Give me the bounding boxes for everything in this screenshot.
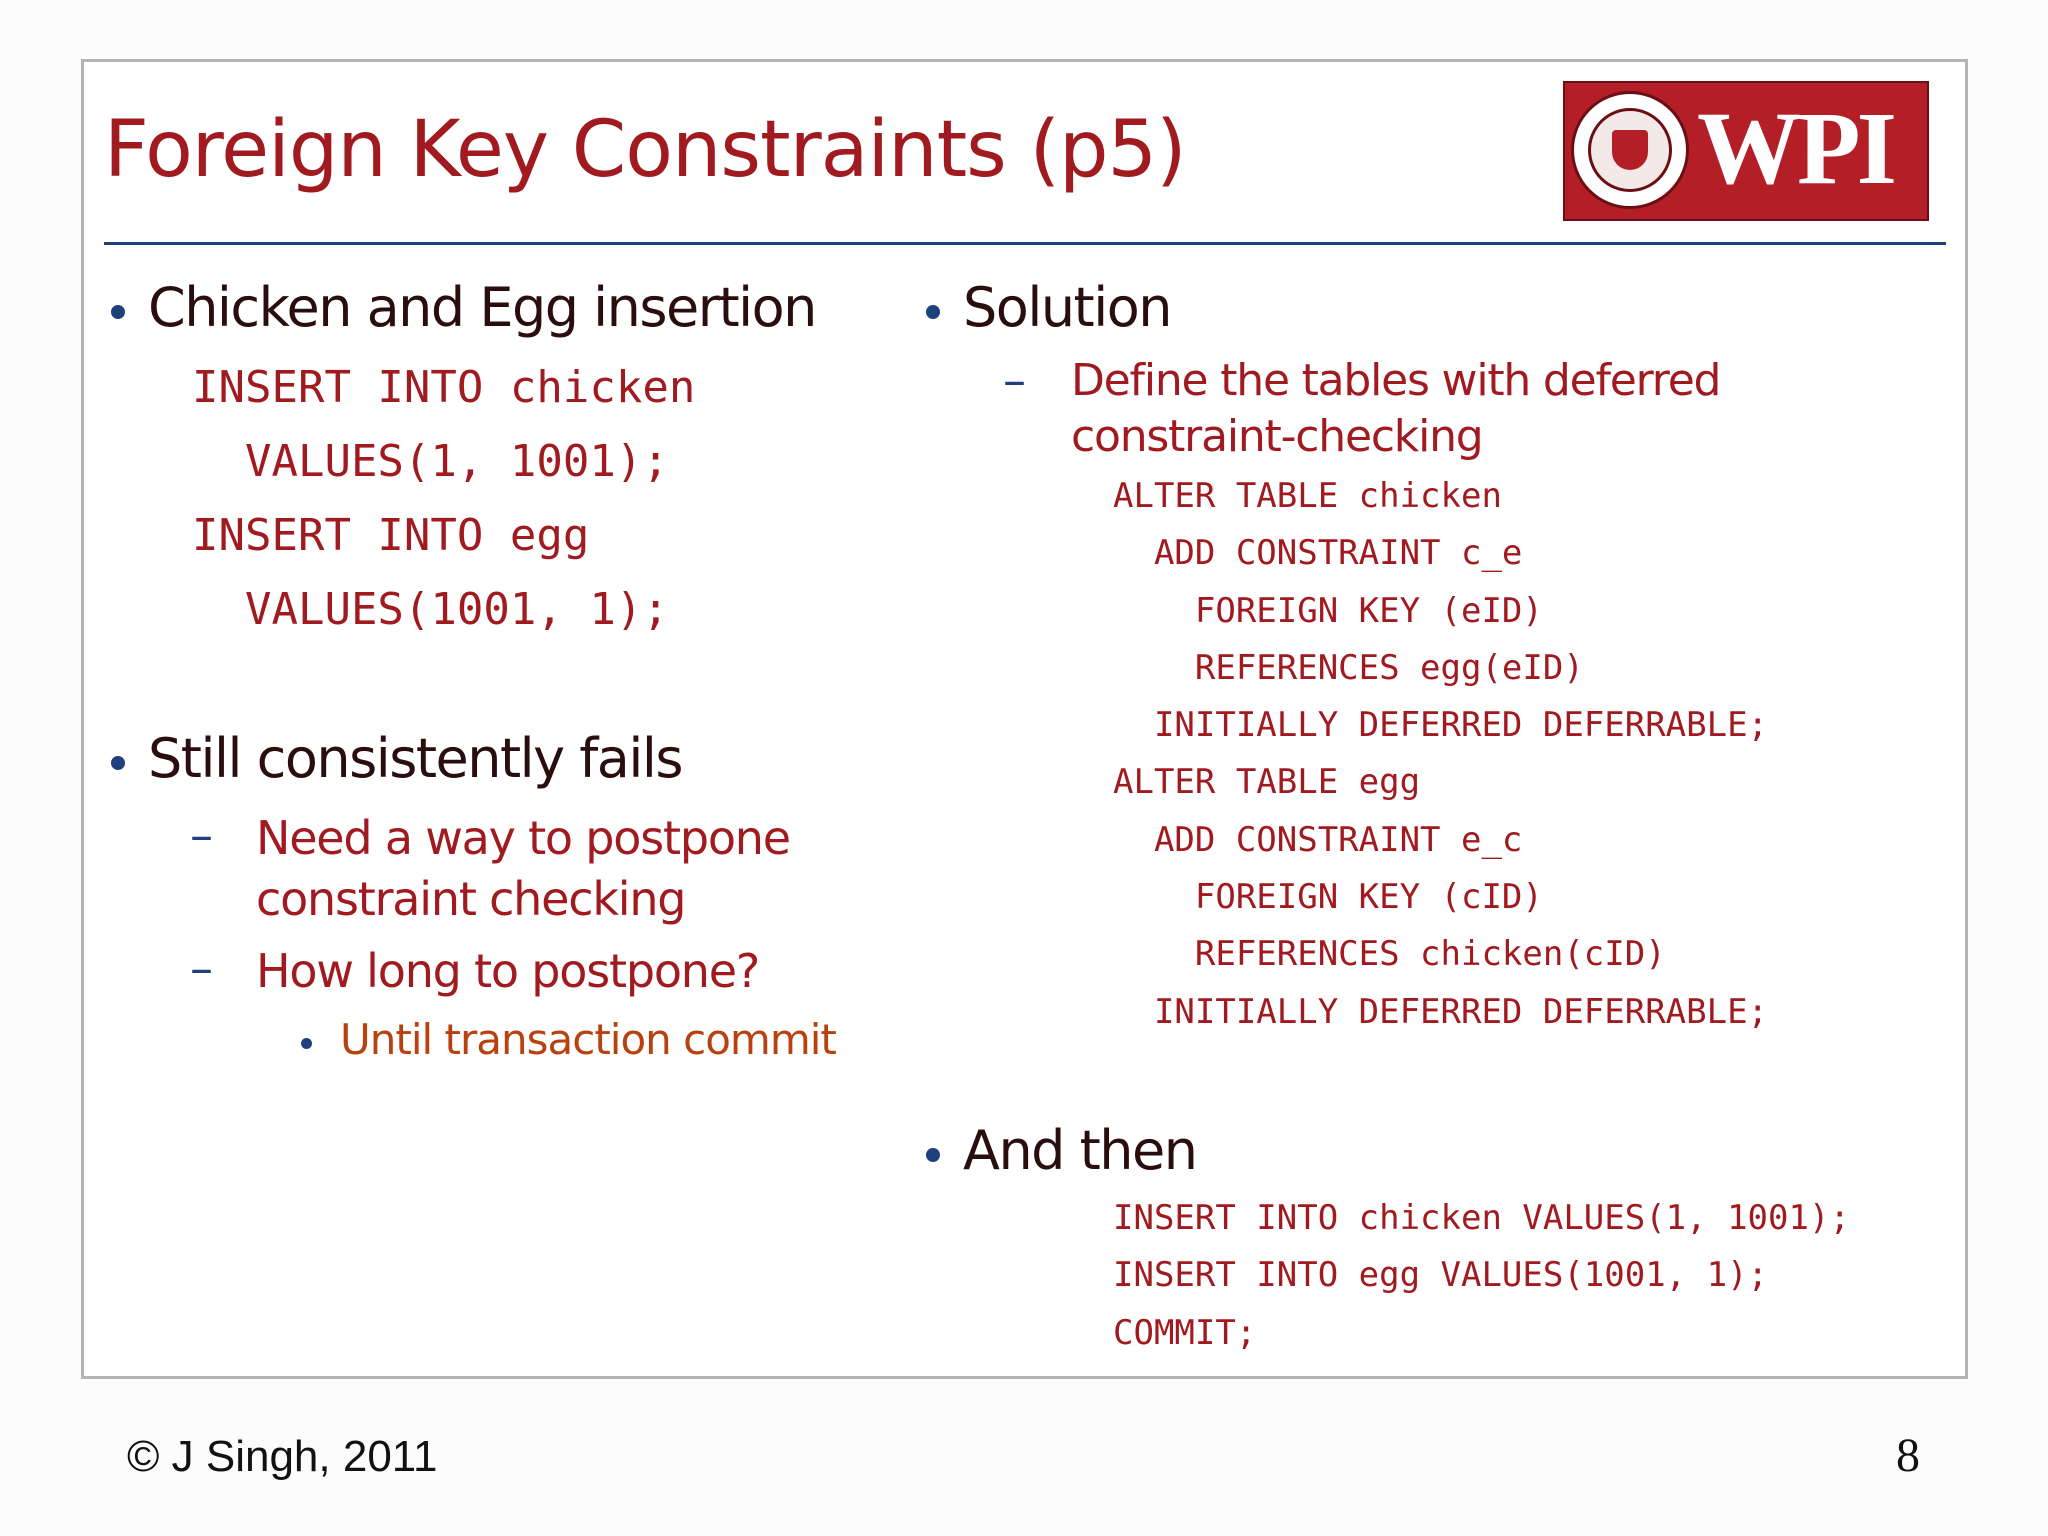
code-line: ALTER TABLE chicken <box>1113 476 1502 516</box>
code-line: FOREIGN KEY (cID) <box>1113 877 1543 918</box>
code-line: INITIALLY DEFERRED DEFERRABLE; <box>1113 705 1769 746</box>
bullet-icon <box>926 305 940 319</box>
alter-table-code <box>1113 468 1768 1041</box>
code-line: INSERT INTO chicken VALUES(1, 1001); <box>1113 1198 1850 1238</box>
code-line: COMMIT; <box>1113 1312 1257 1353</box>
dash-icon: – <box>1003 353 1026 407</box>
code-line: VALUES(1001, 1); <box>192 584 669 635</box>
sub-bullet-define <box>1071 353 1720 465</box>
slide-title: Foreign Key Constraints (p5) <box>104 105 1186 195</box>
bullet-chicken-egg: Chicken and Egg insertion <box>148 276 816 339</box>
code-line: REFERENCES chicken(cID) <box>1113 934 1666 975</box>
code-line: FOREIGN KEY (eID) <box>1113 590 1543 631</box>
bullet-and-then: And then <box>963 1119 1197 1182</box>
bullet-still-fails: Still consistently fails <box>148 727 683 790</box>
dash-icon: – <box>190 941 213 995</box>
code-line: INSERT INTO egg <box>192 510 590 561</box>
sub-bullet-line: constraint-checking <box>1071 411 1483 462</box>
code-line: ALTER TABLE egg <box>1113 762 1421 803</box>
logo-wordmark: WPI <box>1697 91 1893 206</box>
code-line: VALUES(1, 1001); <box>192 436 669 487</box>
subsub-bullet-commit: Until transaction commit <box>340 1015 836 1064</box>
bullet-icon <box>111 305 125 319</box>
bullet-icon <box>301 1038 312 1049</box>
copyright-footer: © J Singh, 2011 <box>127 1432 438 1481</box>
sub-bullet-how-long: How long to postpone? <box>256 944 760 998</box>
sub-bullet-line: Need a way to postpone <box>256 811 790 865</box>
code-line: INSERT INTO chicken <box>192 362 696 413</box>
code-line: ADD CONSTRAINT c_e <box>1113 533 1523 574</box>
insert-commit-code <box>1113 1190 1850 1362</box>
sub-bullet-line: constraint checking <box>256 872 686 926</box>
sub-bullet-line: Define the tables with deferred <box>1071 355 1721 406</box>
bullet-icon <box>111 756 125 770</box>
bullet-icon <box>926 1148 940 1162</box>
bullet-solution: Solution <box>963 276 1171 339</box>
code-line: REFERENCES egg(eID) <box>1113 647 1584 688</box>
code-line: ADD CONSTRAINT e_c <box>1113 819 1523 860</box>
code-line: INSERT INTO egg VALUES(1001, 1); <box>1113 1255 1769 1296</box>
title-divider <box>104 242 1946 245</box>
code-line: INITIALLY DEFERRED DEFERRABLE; <box>1113 991 1769 1032</box>
wpi-seal-icon <box>1571 91 1689 209</box>
dash-icon: – <box>190 808 213 862</box>
sub-bullet-postpone <box>256 808 790 930</box>
page-number: 8 <box>1896 1429 1920 1482</box>
wpi-logo <box>1563 81 1929 221</box>
